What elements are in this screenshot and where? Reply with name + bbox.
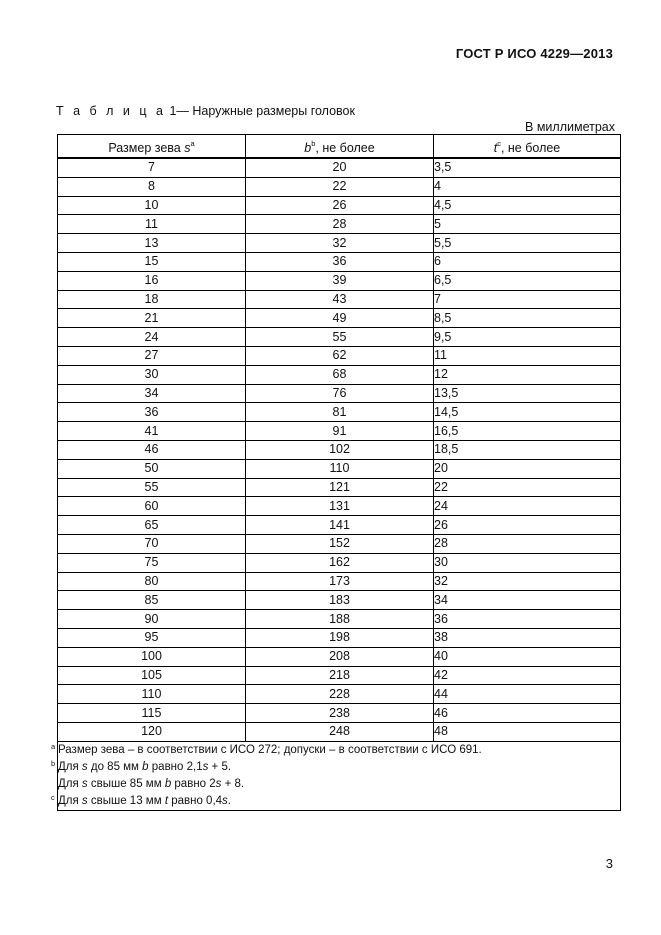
cell-t-value: 32: [434, 572, 621, 591]
cell-jaw-size: 95: [58, 628, 246, 647]
cell-jaw-size: 16: [58, 271, 246, 290]
table-row: [58, 271, 621, 290]
cell-t-value: 30: [434, 553, 621, 572]
cell-b-value: 36: [246, 252, 434, 271]
cell-b-value: 62: [246, 346, 434, 365]
cell-t-value: 4: [434, 177, 621, 196]
cell-t-value: 5,5: [434, 234, 621, 253]
cell-jaw-size: 46: [58, 440, 246, 459]
table-row: [58, 290, 621, 309]
cell-b-value: 110: [246, 459, 434, 478]
note-b-line2: Для s свыше 85 мм b равно 2s + 8.: [58, 777, 245, 790]
cell-jaw-size: 41: [58, 422, 246, 441]
cell-jaw-size: 15: [58, 252, 246, 271]
cell-b-value: 22: [246, 177, 434, 196]
cell-jaw-size: 105: [58, 666, 246, 685]
table-row: [58, 685, 621, 704]
table-row: [58, 215, 621, 234]
table-row: [58, 553, 621, 572]
cell-t-value: 6,5: [434, 271, 621, 290]
cell-t-value: 16,5: [434, 422, 621, 441]
cell-jaw-size: 7: [58, 158, 246, 177]
header-jaw-size: Размер зева $s^a$: [58, 135, 246, 159]
cell-t-value: 24: [434, 497, 621, 516]
dimensions-table: [51, 134, 621, 811]
cell-b-value: 208: [246, 647, 434, 666]
cell-jaw-size: 18: [58, 290, 246, 309]
cell-jaw-size: 115: [58, 704, 246, 723]
cell-jaw-size: 36: [58, 403, 246, 422]
cell-b-value: 183: [246, 591, 434, 610]
cell-t-value: 12: [434, 365, 621, 384]
footnote-ref-b: b: [311, 139, 316, 148]
cell-t-value: 8,5: [434, 309, 621, 328]
standard-designation: ГОСТ Р ИСО 4229—2013: [455, 46, 613, 61]
var-b: b: [304, 141, 312, 155]
cell-t-value: 36: [434, 610, 621, 629]
cell-b-value: 238: [246, 704, 434, 723]
table-row: [58, 309, 621, 328]
cell-t-value: 11: [434, 346, 621, 365]
table-row: [58, 384, 621, 403]
table-body: [58, 158, 621, 741]
table-row: [58, 328, 621, 347]
cell-t-value: 7: [434, 290, 621, 309]
note-c: c Для s свыше 13 мм t равно 0,4s.: [51, 792, 231, 807]
table-row: [58, 158, 621, 177]
cell-t-value: 38: [434, 628, 621, 647]
table-row: [58, 572, 621, 591]
cell-t-value: 4,5: [434, 196, 621, 215]
cell-b-value: 43: [246, 290, 434, 309]
cell-b-value: 55: [246, 328, 434, 347]
cell-jaw-size: 8: [58, 177, 246, 196]
cell-b-value: 121: [246, 478, 434, 497]
table-row: [58, 722, 621, 741]
table-row: [58, 610, 621, 629]
cell-b-value: 26: [246, 196, 434, 215]
table-row: [58, 647, 621, 666]
cell-t-value: 20: [434, 459, 621, 478]
cell-b-value: 81: [246, 403, 434, 422]
var-s: s: [184, 141, 191, 155]
cell-b-value: 173: [246, 572, 434, 591]
table-row: [58, 346, 621, 365]
cell-b-value: 76: [246, 384, 434, 403]
cell-b-value: 32: [246, 234, 434, 253]
cell-jaw-size: 34: [58, 384, 246, 403]
table-row: [58, 534, 621, 553]
cell-b-value: 162: [246, 553, 434, 572]
table-row: [58, 628, 621, 647]
table-row: [58, 440, 621, 459]
cell-b-value: 152: [246, 534, 434, 553]
cell-jaw-size: 55: [58, 478, 246, 497]
cell-jaw-size: 24: [58, 328, 246, 347]
caption-title: — Наружные размеры головок: [176, 104, 355, 118]
footnote-ref-c: c: [497, 139, 501, 148]
table-header-row: [58, 135, 621, 159]
cell-jaw-size: 13: [58, 234, 246, 253]
footnote-ref-a: a: [190, 139, 195, 148]
cell-b-value: 228: [246, 685, 434, 704]
cell-b-value: 20: [246, 158, 434, 177]
cell-jaw-size: 11: [58, 215, 246, 234]
cell-t-value: 28: [434, 534, 621, 553]
cell-jaw-size: 21: [58, 309, 246, 328]
cell-b-value: 39: [246, 271, 434, 290]
cell-jaw-size: 27: [58, 346, 246, 365]
table-row: [58, 252, 621, 271]
cell-jaw-size: 10: [58, 196, 246, 215]
note-a: a Размер зева – в соответствии с ИСО 272; допуски – в соответствии с ИСО 691.: [51, 741, 482, 756]
cell-b-value: 218: [246, 666, 434, 685]
units-label: В миллиметрах: [525, 120, 615, 134]
cell-b-value: 102: [246, 440, 434, 459]
cell-t-value: 6: [434, 252, 621, 271]
cell-t-value: 46: [434, 704, 621, 723]
var-t: t: [493, 141, 498, 155]
cell-jaw-size: 100: [58, 647, 246, 666]
cell-jaw-size: 120: [58, 722, 246, 741]
cell-b-value: 248: [246, 722, 434, 741]
cell-jaw-size: 80: [58, 572, 246, 591]
cell-jaw-size: 75: [58, 553, 246, 572]
table-caption: [56, 104, 355, 118]
cell-b-value: 91: [246, 422, 434, 441]
cell-t-value: 22: [434, 478, 621, 497]
note-b-line1: b Для s до 85 мм b равно 2,1s + 5.: [51, 758, 232, 773]
cell-t-value: 13,5: [434, 384, 621, 403]
table-row: [58, 591, 621, 610]
table-row: [58, 459, 621, 478]
table-row: [58, 234, 621, 253]
cell-jaw-size: 85: [58, 591, 246, 610]
cell-t-value: 26: [434, 516, 621, 535]
cell-t-value: 5: [434, 215, 621, 234]
table-notes: [51, 741, 621, 810]
caption-label: Т а б л и ц а: [56, 104, 166, 118]
cell-t-value: 44: [434, 685, 621, 704]
table-row: [58, 666, 621, 685]
cell-t-value: 40: [434, 647, 621, 666]
cell-b-value: 141: [246, 516, 434, 535]
cell-b-value: 188: [246, 610, 434, 629]
table-row: [58, 497, 621, 516]
notes-row: [58, 741, 621, 810]
cell-t-value: 42: [434, 666, 621, 685]
cell-b-value: 68: [246, 365, 434, 384]
header-t-max: $t^c$, не более: [434, 135, 621, 159]
cell-b-value: 28: [246, 215, 434, 234]
cell-t-value: 14,5: [434, 403, 621, 422]
cell-jaw-size: 65: [58, 516, 246, 535]
table-row: [58, 422, 621, 441]
cell-jaw-size: 30: [58, 365, 246, 384]
header-b-max: $b^b$, не более: [246, 135, 434, 159]
cell-b-value: 49: [246, 309, 434, 328]
cell-jaw-size: 50: [58, 459, 246, 478]
cell-t-value: 48: [434, 722, 621, 741]
table-row: [58, 365, 621, 384]
table-row: [58, 478, 621, 497]
table-row: [58, 403, 621, 422]
cell-jaw-size: 70: [58, 534, 246, 553]
cell-t-value: 34: [434, 591, 621, 610]
table-row: [58, 516, 621, 535]
table-row: [58, 177, 621, 196]
cell-t-value: 3,5: [434, 158, 621, 177]
cell-t-value: 9,5: [434, 328, 621, 347]
cell-jaw-size: 60: [58, 497, 246, 516]
cell-jaw-size: 90: [58, 610, 246, 629]
page-number: 3: [605, 856, 613, 871]
cell-b-value: 198: [246, 628, 434, 647]
cell-jaw-size: 110: [58, 685, 246, 704]
caption-number: 1: [169, 104, 177, 118]
table-row: [58, 704, 621, 723]
table-row: [58, 196, 621, 215]
cell-t-value: 18,5: [434, 440, 621, 459]
cell-b-value: 131: [246, 497, 434, 516]
